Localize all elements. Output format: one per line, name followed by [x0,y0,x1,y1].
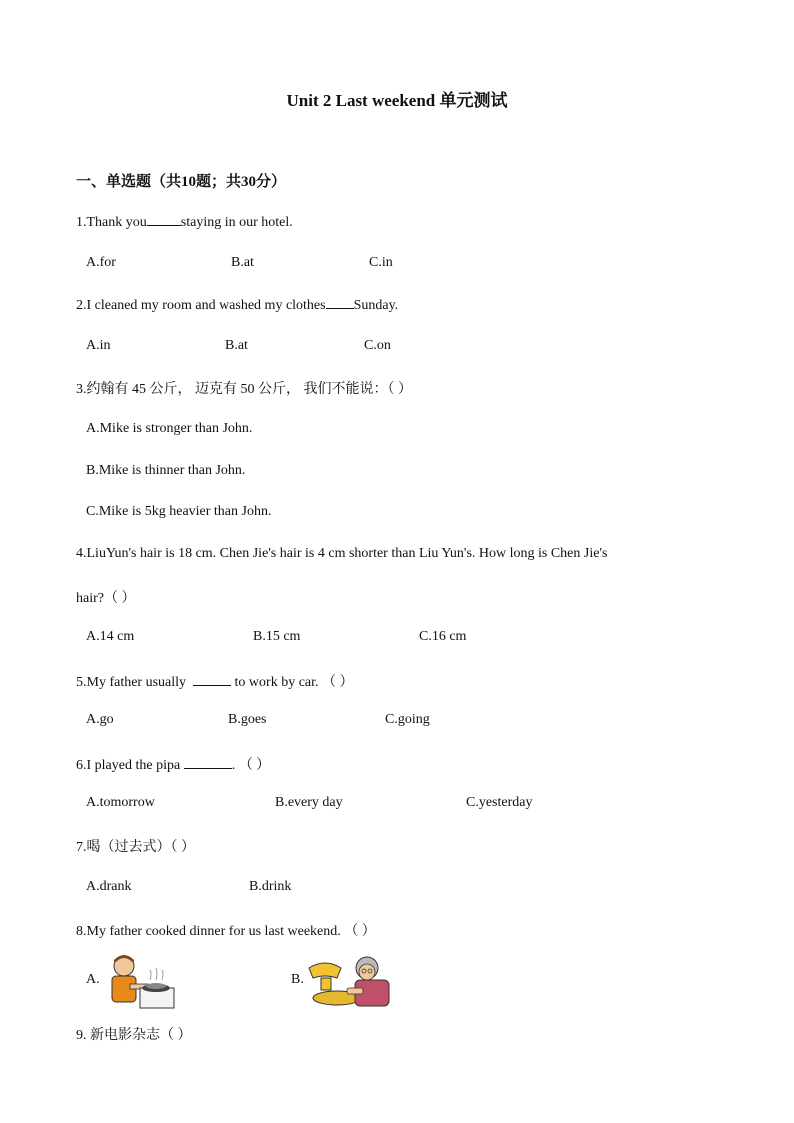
option-c: C.in [369,255,393,270]
question-1-stem: 1.Thank you [76,215,147,230]
option-b: B.Mike is thinner than John. [86,463,246,478]
question-5-rest: to work by car. （ ） [234,675,354,690]
question-2-rest: Sunday. [353,298,399,313]
question-6 [76,754,270,774]
question-5 [76,671,354,691]
question-8: 8.My father cooked dinner for us last weekend. （ ） [76,924,376,939]
answer-blank [326,296,354,309]
page-title: Unit 2 Last weekend 单元测试 [286,91,508,110]
question-4-line-2: hair?（ ） [76,591,136,606]
question-4-line-1: 4.LiuYun's hair is 18 cm. Chen Jie's hair is 4 cm shorter than Liu Yun's. How long is Chen Jie's [76,546,608,561]
option-b: B.drink [249,879,292,894]
grandma-washing-picture [307,954,399,1008]
option-a: A.go [86,712,114,727]
option-a: A.14 cm [86,629,135,644]
question-5-stem: 5.My father usually [76,675,187,690]
question-6-rest: . （ ） [231,758,271,773]
option-b: B.every day [275,795,343,810]
answer-blank [193,673,231,686]
option-b: B.at [225,338,248,353]
option-c: C.Mike is 5kg heavier than John. [86,504,272,519]
answer-blank [147,213,181,226]
option-b: B. [291,972,304,987]
option-a: A.for [86,255,116,270]
option-a: A.drank [86,879,132,894]
question-7: 7.喝（过去式）（ ） [76,840,195,855]
option-b: B.goes [228,712,267,727]
option-c: C.yesterday [466,795,533,810]
option-b: B.15 cm [253,629,301,644]
option-c: C.going [385,712,430,727]
section-heading: 一、单选题（共10题；共30分） [76,174,287,190]
option-b: B.at [231,255,254,270]
option-c: C.16 cm [419,629,467,644]
option-a: A.tomorrow [86,795,155,810]
option-a: A.in [86,338,111,353]
question-6-stem: 6.I played the pipa [76,758,181,773]
option-c: C.on [364,338,391,353]
option-a: A. [86,972,100,987]
question-3: 3.约翰有 45 公斤， 迈克有 50 公斤， 我们不能说：（ ） [76,382,412,397]
question-1 [76,213,293,231]
question-2 [76,296,398,314]
question-2-stem: 2.I cleaned my room and washed my clothes [76,298,326,313]
option-a: A.Mike is stronger than John. [86,421,253,436]
answer-blank [184,756,232,769]
question-1-rest: staying in our hotel. [180,215,293,230]
boy-cooking-picture [104,952,176,1010]
question-9: 9. 新电影杂志（ ） [76,1028,192,1043]
